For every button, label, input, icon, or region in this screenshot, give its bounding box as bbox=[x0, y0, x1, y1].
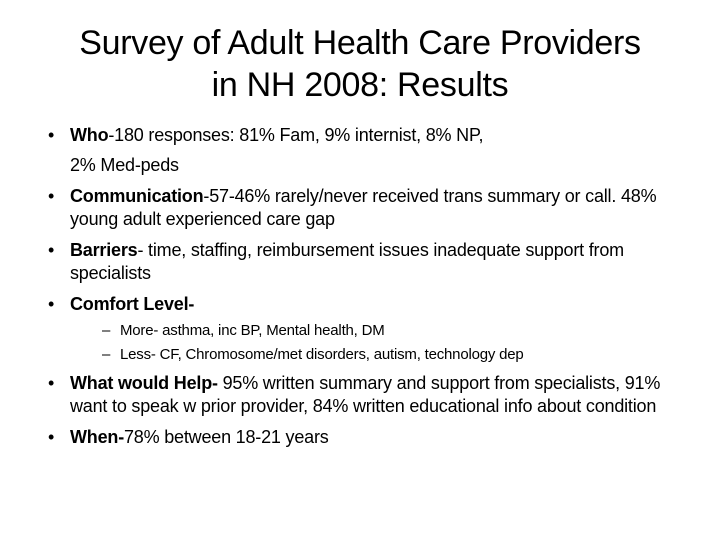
bullet-marker: • bbox=[48, 294, 55, 314]
title-line-2: in NH 2008: Results bbox=[211, 66, 509, 104]
bullet-marker: • bbox=[48, 186, 55, 206]
bullet-lead: Barriers bbox=[70, 240, 138, 260]
bullet-text: 95% written summary and support from specialists, 91% want to speak w prior provider, 84% written educational info about condition bbox=[70, 373, 661, 416]
bullet-lead: Who bbox=[70, 125, 109, 145]
slide-title bbox=[36, 22, 684, 106]
bullet-item-what-would-help bbox=[48, 372, 688, 418]
sub-bullet-list bbox=[70, 321, 688, 364]
bullet-item-when bbox=[48, 426, 688, 449]
bullet-item-barriers bbox=[48, 239, 688, 285]
dash-marker: – bbox=[102, 322, 111, 339]
sub-item-more bbox=[102, 321, 688, 340]
title-line-1: Survey of Adult Health Care Providers bbox=[79, 24, 641, 62]
sub-item-text: More- asthma, inc BP, Mental health, DM bbox=[120, 322, 385, 339]
sub-item-less bbox=[102, 345, 688, 364]
bullet-text: 78% between 18-21 years bbox=[124, 427, 329, 447]
bullet-item-who bbox=[48, 124, 688, 177]
bullet-lead: Communication bbox=[70, 186, 204, 206]
bullet-lead: When- bbox=[70, 427, 124, 447]
bullet-item-communication bbox=[48, 185, 688, 231]
bullet-lead: Comfort Level- bbox=[70, 294, 195, 314]
bullet-lead: What would Help- bbox=[70, 373, 218, 393]
dash-marker: – bbox=[102, 346, 111, 363]
bullet-text: -57-46% rarely/never received trans summary or call. 48% young adult experienced care gap bbox=[70, 186, 657, 229]
bullet-marker: • bbox=[48, 125, 55, 145]
bullet-item-comfort-level bbox=[48, 293, 688, 364]
bullet-text: -180 responses: 81% Fam, 9% internist, 8% NP, bbox=[108, 125, 484, 145]
sub-item-text: Less- CF, Chromosome/met disorders, autism, technology dep bbox=[120, 346, 524, 363]
bullet-continuation: 2% Med-peds bbox=[70, 155, 179, 175]
bullet-text: - time, staffing, reimbursement issues inadequate support from specialists bbox=[70, 240, 624, 283]
bullet-marker: • bbox=[48, 427, 55, 447]
bullet-marker: • bbox=[48, 240, 55, 260]
bullet-list bbox=[48, 124, 688, 449]
bullet-marker: • bbox=[48, 373, 55, 393]
